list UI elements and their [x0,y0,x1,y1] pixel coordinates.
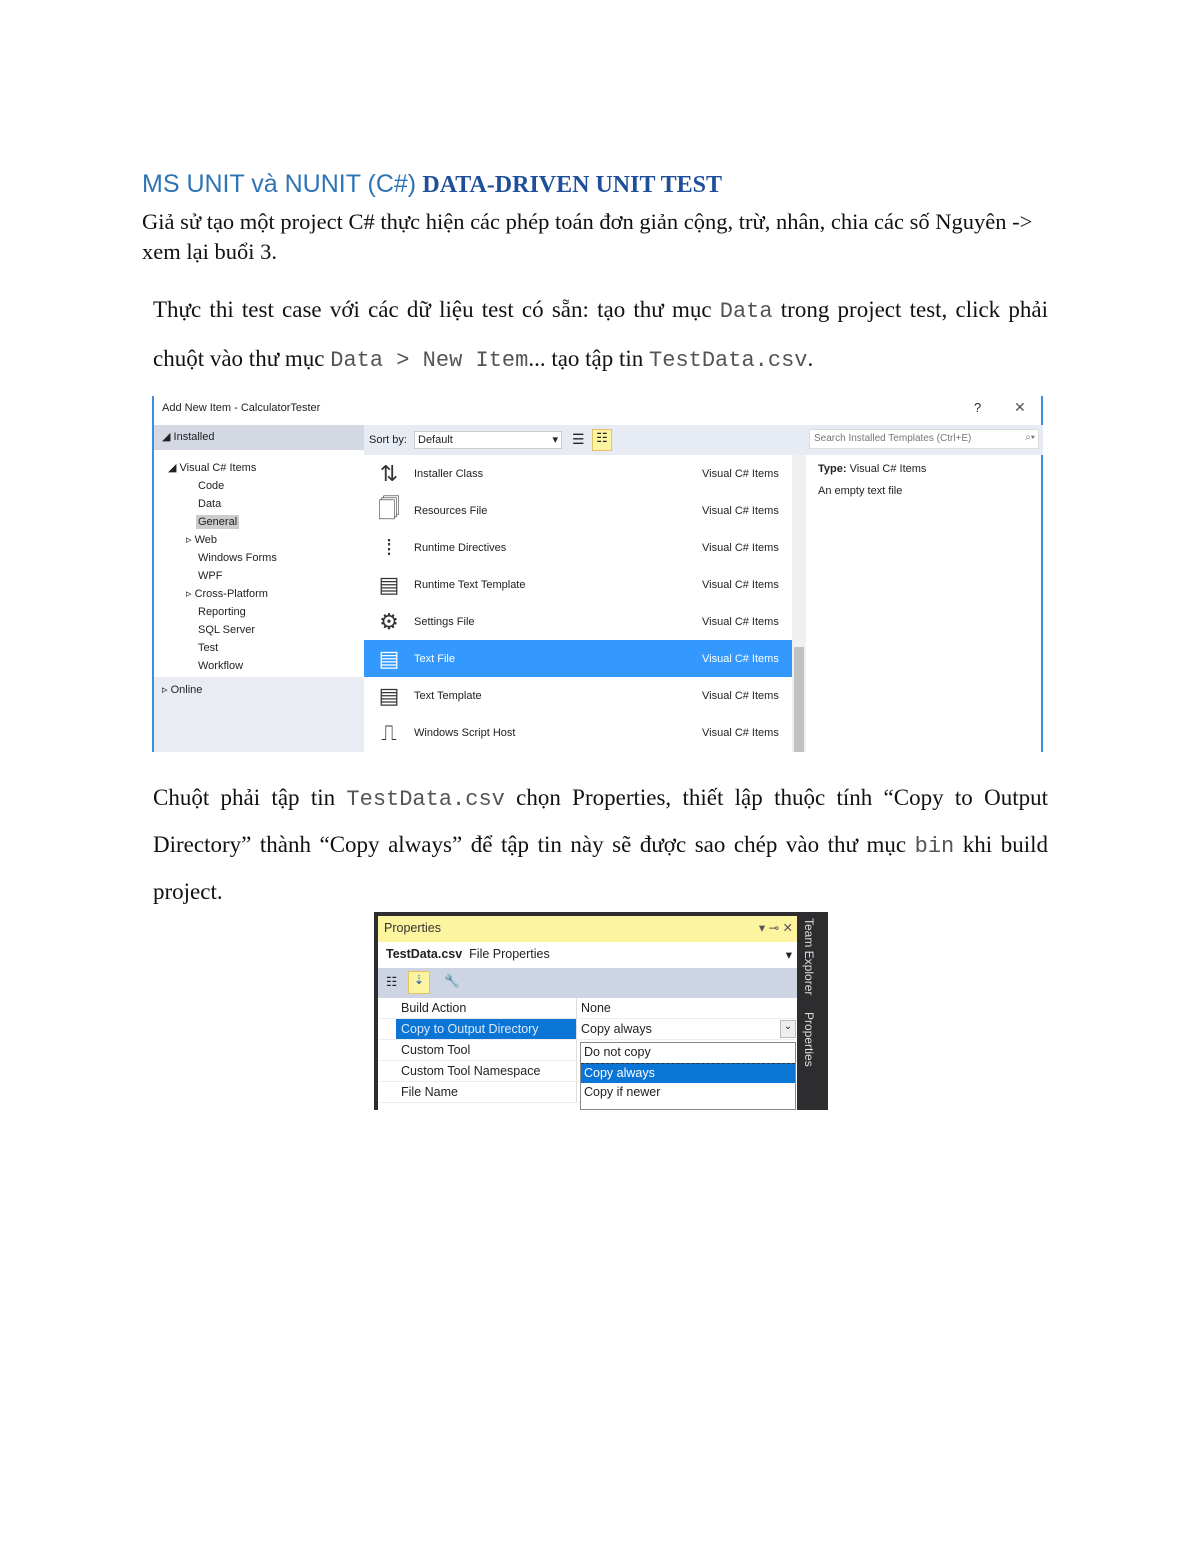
wrench-icon[interactable]: 🔧 [444,974,460,988]
online-header[interactable]: ▹ Online [154,677,364,752]
tree-item[interactable]: Windows Forms [198,552,277,564]
property-value[interactable]: None [581,1001,611,1015]
property-name: Custom Tool [396,1040,577,1060]
properties-header [378,916,797,942]
tree-item[interactable]: Data [198,498,222,510]
list-view-icon[interactable]: ☷ [592,429,612,451]
option-do-not-copy[interactable]: Do not copy [584,1045,651,1059]
code: Data > New Item [330,348,529,373]
alphabetical-icon[interactable]: ⇣ [408,971,430,994]
template-item[interactable] [364,492,792,529]
template-item[interactable] [364,603,792,640]
text: . [807,346,814,371]
file-name: TestData.csv [386,947,463,961]
chevron-down-icon[interactable]: ⌄ [780,1020,796,1038]
details-panel [806,425,1043,752]
scrollbar-thumb[interactable] [794,647,804,752]
property-name: File Name [396,1082,577,1102]
template-item[interactable] [364,529,792,566]
option-copy-always[interactable]: Copy always [581,1063,795,1083]
online-label: Online [170,684,203,696]
intro-paragraph: Giả sử tạo một project C# thực hiện các phép toán đơn giản cộng, trừ, nhân, chia các số Nguyên -> xem lại buổi 3. [142,209,1033,264]
tree-item[interactable]: WPF [198,570,223,582]
heading-part1: MS UNIT và NUNIT (C#) [142,170,417,198]
property-row-selected[interactable] [378,1019,797,1040]
help-button[interactable]: ? [974,400,982,415]
search-input[interactable] [809,429,1039,449]
template-item[interactable] [364,455,792,492]
gear-icon: ⚙ [379,608,399,634]
installer-class-icon: ⇅ [379,460,399,486]
tree-label: Visual C# Items [179,462,257,474]
detail-type [818,463,926,475]
option-copy-if-newer[interactable]: Copy if newer [584,1085,661,1099]
tree-label: Web [194,534,217,546]
template-list [364,455,792,751]
item-type: Visual C# Items [702,652,779,665]
template-item[interactable] [364,714,792,751]
item-name: Runtime Text Template [414,578,526,591]
tree-label: Cross-Platform [194,588,268,600]
sort-value: Default [418,434,453,446]
code: bin [914,834,955,859]
properties-title: Properties [384,921,441,935]
property-value[interactable] [577,1019,797,1039]
tree-item[interactable]: Test [198,642,219,654]
page-heading [142,170,722,199]
item-type: Visual C# Items [702,504,779,517]
sort-toolbar [364,425,806,455]
properties-toolbar [378,968,797,998]
item-type: Visual C# Items [702,541,779,554]
chevron-down-icon: ▾ [552,434,558,446]
file-kind: File Properties [469,947,550,961]
document-icon: ▤ [378,645,400,671]
detail-description: An empty text file [818,485,903,497]
team-explorer-tab[interactable]: Team Explorer [802,918,816,996]
installed-label: Installed [173,431,215,443]
property-name: Build Action [396,998,577,1018]
window-controls-icon[interactable]: ▾ ⊸ ✕ [758,921,793,935]
text: chọn Properties, thiết lập thuộc tính “Copy to Output Directory” thành “Copy always” để tập tin này sẽ được sao chép vào thư mục [153,785,1048,857]
template-item[interactable] [364,677,792,714]
step-paragraph [153,286,1048,384]
tree-item[interactable]: ▹ Cross-Platform [186,588,268,600]
properties-paragraph [153,775,1048,914]
object-selector[interactable] [378,942,797,968]
code: TestData.csv [649,348,808,373]
search-bar [806,425,1043,455]
close-button[interactable]: ✕ [1014,399,1026,415]
tree-label: General [198,516,238,528]
dialog-title: Add New Item - CalculatorTester [162,402,321,414]
type-value: Visual C# Items [849,463,927,475]
tree-item[interactable]: SQL Server [198,624,256,636]
item-type: Visual C# Items [702,689,779,702]
item-name: Windows Script Host [414,726,516,739]
item-name: Resources File [414,504,488,517]
add-new-item-dialog [152,396,1043,752]
text: Chuột phải tập tin [153,785,347,810]
item-name: Runtime Directives [414,541,507,554]
sort-select[interactable] [414,431,562,449]
document-icon: ▤ [378,571,400,597]
item-type: Visual C# Items [702,615,779,628]
heading-part2: DATA-DRIVEN UNIT TEST [422,172,722,198]
item-type: Visual C# Items [702,726,779,739]
value-text: Copy always [581,1022,652,1036]
search-placeholder: Search Installed Templates (Ctrl+E) [814,433,972,444]
chevron-down-icon: ▾ [785,948,792,962]
tree-item[interactable]: Code [198,480,225,492]
code: TestData.csv [346,787,505,812]
property-name: Custom Tool Namespace [396,1061,577,1081]
category-panel [154,425,364,752]
medium-icons-view-icon[interactable]: ☰ [572,431,585,447]
tree-item[interactable]: ▹ Web [186,534,217,546]
property-name: Copy to Output Directory [396,1019,577,1039]
item-name: Installer Class [414,467,484,480]
tree-item[interactable]: ◢ Visual C# Items [168,462,257,474]
text: khi build project. [153,832,1049,904]
template-item-selected[interactable] [364,640,792,677]
text: trong project test, click phải chuột vào thư mục [153,297,1048,371]
item-type: Visual C# Items [702,467,779,480]
template-item[interactable] [364,566,792,603]
document-icon: ▤ [378,682,400,708]
list-scrollbar[interactable] [792,455,806,752]
item-name: Settings File [414,615,475,628]
categorized-icon[interactable]: ☷ [386,975,398,989]
text: ... tạo tập tin [528,346,650,371]
tree-item[interactable]: Reporting [198,606,246,618]
properties-tab[interactable]: Properties [802,1012,816,1067]
script-icon: ⎍ [381,719,397,745]
item-name: Text File [414,652,455,665]
properties-window [374,912,828,1110]
text: Thực thi test case với các dữ liệu test có sẵn: tạo thư mục [153,297,720,322]
runtime-directives-icon: ⁞ [385,534,393,560]
item-type: Visual C# Items [702,578,779,591]
resources-file-icon: 🗍 [378,495,400,521]
type-label: Type: [818,463,847,475]
code: Data [719,299,773,324]
tree-item[interactable]: Workflow [198,660,244,672]
property-row[interactable] [378,998,797,1019]
sort-label: Sort by: [369,434,407,446]
tree-item-selected[interactable] [154,513,364,531]
category-tree [154,459,364,675]
installed-header[interactable]: ◢ Installed [154,425,364,450]
search-icon[interactable]: ⌕▾ [1025,432,1035,443]
copy-option-dropdown [580,1042,796,1110]
item-name: Text Template [414,689,482,702]
